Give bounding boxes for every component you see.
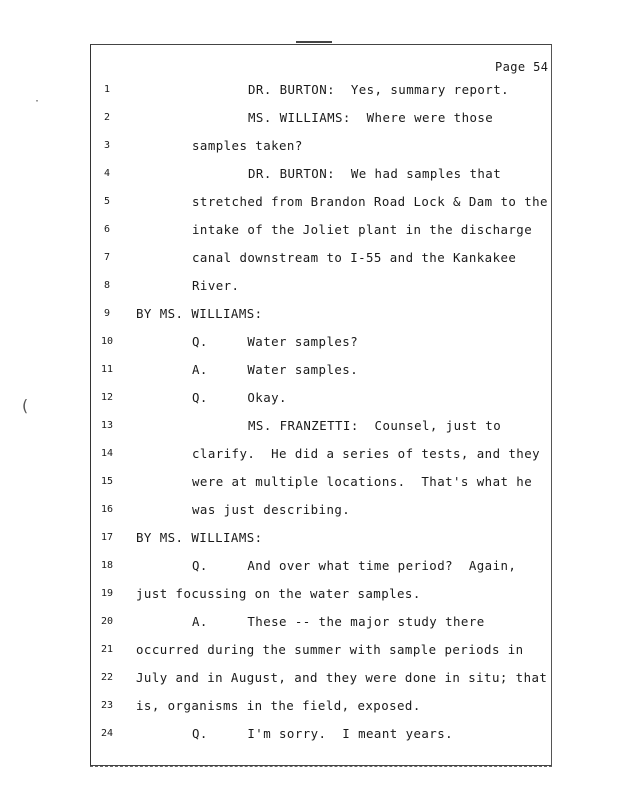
line-number: 16 [100,504,114,515]
line-number: 10 [100,336,114,347]
transcript-line-text: canal downstream to I-55 and the Kankakee [192,250,517,265]
line-number: 5 [103,196,111,207]
line-number: 11 [100,364,114,375]
line-number: 20 [100,616,114,627]
line-number: 21 [100,644,114,655]
transcript-line-text: Q. Okay. [192,390,287,405]
transcript-page [90,44,552,766]
line-number: 6 [103,224,111,235]
line-number: 12 [100,392,114,403]
page-number: Page 54 [495,60,549,74]
line-number: 15 [100,476,114,487]
line-number: 3 [103,140,111,151]
transcript-line-text: DR. BURTON: We had samples that [248,166,502,181]
margin-mark: · [34,96,41,107]
transcript-line-text: MS. FRANZETTI: Counsel, just to [248,418,502,433]
transcript-line-text: Q. And over what time period? Again, [192,558,517,573]
line-number: 7 [103,252,111,263]
transcript-line-text: MS. WILLIAMS: Where were those [248,110,494,125]
line-number: 24 [100,728,114,739]
transcript-line-text: were at multiple locations. That's what he [192,474,533,489]
line-number: 1 [103,84,111,95]
transcript-line-text: DR. BURTON: Yes, summary report. [248,82,510,97]
line-number: 23 [100,700,114,711]
line-number: 17 [100,532,114,543]
transcript-line-text: clarify. He did a series of tests, and they [192,446,541,461]
line-number: 14 [100,448,114,459]
page-bottom-rule [90,766,552,767]
transcript-line-text: A. These -- the major study there [192,614,485,629]
transcript-line-text: Q. Water samples? [192,334,359,349]
line-number: 2 [103,112,111,123]
line-number: 4 [103,168,111,179]
transcript-line-text: A. Water samples. [192,362,359,377]
transcript-line-text: intake of the Joliet plant in the discharge [192,222,533,237]
transcript-line-text: BY MS. WILLIAMS: [136,306,263,321]
line-number: 9 [103,308,111,319]
transcript-line-text: was just describing. [192,502,351,517]
line-number: 18 [100,560,114,571]
transcript-line-text: is, organisms in the field, exposed. [136,698,421,713]
transcript-line-text: occurred during the summer with sample periods in [136,642,524,657]
page-top-mark [296,41,332,43]
transcript-line-text: BY MS. WILLIAMS: [136,530,263,545]
transcript-line-text: samples taken? [192,138,303,153]
transcript-line-text: River. [192,278,240,293]
transcript-line-text: stretched from Brandon Road Lock & Dam to the [192,194,548,209]
transcript-line-text: just focussing on the water samples. [136,586,421,601]
transcript-line-text: Q. I'm sorry. I meant years. [192,726,454,741]
transcript-line-text: July and in August, and they were done in situ; that [136,670,548,685]
line-number: 22 [100,672,114,683]
margin-mark: ( [20,396,30,415]
line-number: 8 [103,280,111,291]
line-number: 13 [100,420,114,431]
line-number: 19 [100,588,114,599]
